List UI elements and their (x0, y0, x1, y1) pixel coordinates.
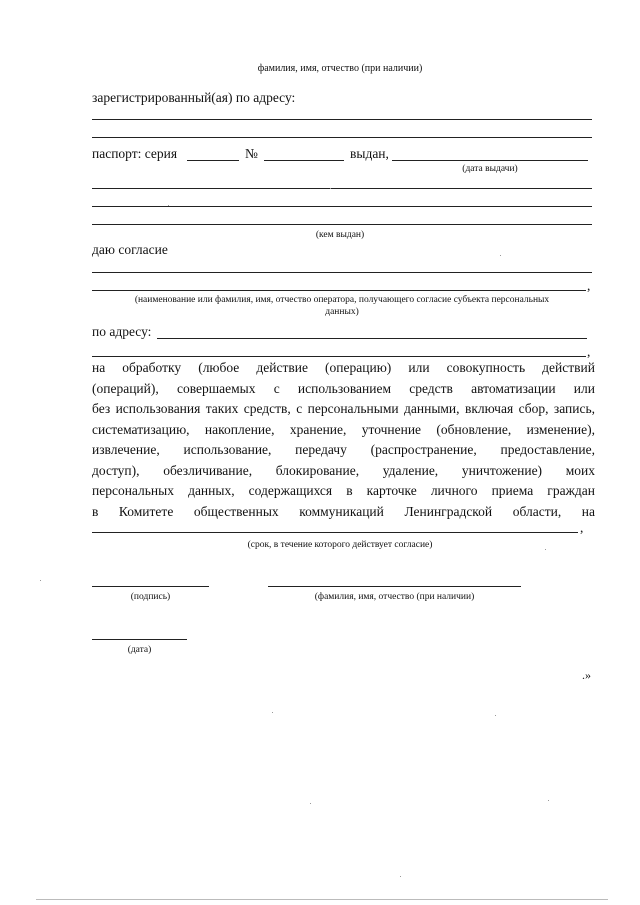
operator-address-label: по адресу: (92, 324, 152, 339)
operator-caption-cont: данных) (325, 307, 359, 317)
scan-speck (545, 549, 546, 550)
passport-issue-date-field[interactable] (392, 160, 588, 161)
passport-number-field[interactable] (264, 160, 344, 161)
scan-speck (330, 188, 331, 189)
date-caption: (дата) (127, 645, 152, 655)
closing-mark: .» (582, 668, 591, 682)
body-line-6: доступ), обезличивание, блокирование, удаление, уничтожение) моих (92, 462, 595, 478)
signer-fio-line[interactable] (268, 586, 521, 587)
operator-address-line-2[interactable] (92, 356, 586, 357)
date-line[interactable] (92, 639, 187, 640)
passport-number-label: № (245, 146, 258, 161)
passport-date-caption: (дата выдачи) (462, 164, 518, 174)
scan-speck (272, 712, 273, 713)
consent-label: даю согласие (92, 242, 168, 257)
operator-line-2[interactable] (92, 290, 586, 291)
body-line-7: персональных данных, содержащихся в карточке личного приема граждан (92, 483, 595, 498)
passport-issued-label: выдан, (350, 146, 389, 161)
scan-speck (40, 580, 41, 581)
operator-comma: , (587, 278, 591, 293)
address-line-1[interactable] (92, 119, 592, 120)
signature-line[interactable] (92, 586, 209, 587)
passport-issuer-line-3[interactable] (92, 224, 592, 225)
address-line-2[interactable] (92, 137, 592, 138)
passport-issuer-caption: (кем выдан) (315, 230, 365, 240)
operator-address-line-1[interactable] (157, 338, 587, 339)
passport-series-field[interactable] (187, 160, 239, 161)
signer-fio-caption: (фамилия, имя, отчество (при наличии) (314, 592, 475, 602)
fio-caption: фамилия, имя, отчество (при наличии) (257, 63, 423, 74)
address-label: зарегистрированный(ая) по адресу: (92, 90, 296, 105)
scan-speck (400, 876, 401, 877)
body-line-5: извлечение, использование, передачу (распространение, предоставление, (92, 442, 595, 457)
signature-caption: (подпись) (130, 592, 171, 602)
body-line-3: без использования таких средств, с персональными данными, включая сбор, запись, (92, 401, 595, 416)
page-bottom-rule (36, 899, 608, 900)
body-line-2: (операций), совершаемых с использованием средств автоматизации или (92, 380, 595, 396)
consent-body (92, 358, 595, 522)
body-line-1: на обработку (любое действие (операцию) или совокупность действий (92, 360, 595, 375)
body-line-8: в Комитете общественных коммуникаций Ленинградской области, на (92, 503, 595, 519)
term-caption: (срок, в течение которого действует согласие) (247, 540, 433, 550)
term-comma: , (580, 520, 584, 535)
passport-issuer-line-2[interactable] (92, 206, 592, 207)
scan-speck (168, 205, 169, 206)
scan-speck (495, 715, 496, 716)
term-line[interactable] (92, 532, 578, 533)
scan-speck (548, 800, 549, 801)
body-line-4: систематизацию, накопление, хранение, уточнение (обновление, изменение), (92, 421, 595, 437)
operator-caption: (наименование или фамилия, имя, отчество оператора, получающего согласие субъекта персональных (134, 295, 550, 305)
scan-speck (310, 803, 311, 804)
operator-line-1[interactable] (92, 272, 592, 273)
operator-address-comma: , (587, 344, 591, 359)
scan-speck (500, 255, 501, 256)
passport-series-label: паспорт: серия (92, 146, 178, 161)
passport-issuer-line-1[interactable] (92, 188, 592, 189)
